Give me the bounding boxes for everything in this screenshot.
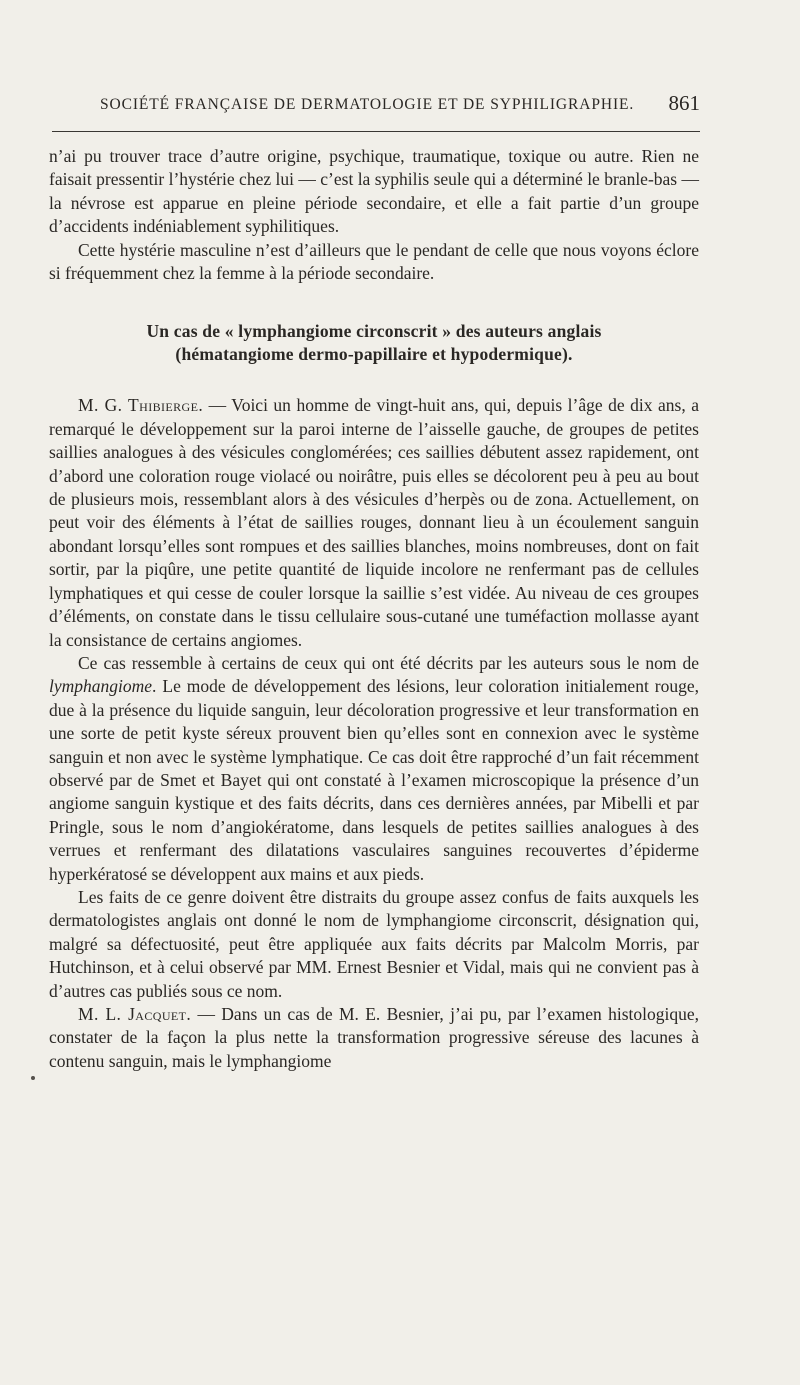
paragraph-lymphangiome [49, 652, 699, 886]
p4-text-before: Ce cas ressemble à certains de ceux qui ont été décrits par les auteurs sous le nom de [78, 652, 699, 673]
paragraph-hysteria: Cette hystérie masculine n’est d’ailleurs que le pendant de celle que nous voyons éclore si fréquemment chez la femme à la période secondaire. [49, 239, 699, 284]
header-rule [52, 131, 700, 132]
paragraph-thibierge [49, 394, 699, 651]
speaker-jacquet: M. L. Jacquet. [78, 1004, 192, 1024]
thibierge-text: — Voici un homme de vingt-huit ans, qui, depuis l’âge de dix ans, a remarqué le développement sur la paroi interne de l’aisselle gauche, de groupes de petites saillies analogues à des vésicules conglomérées; ces saillies débutent assez rapidement, ont d’abord une coloration rouge violacé ou noirâtre, puis elles se décolorent peu à peu au bout de plusieurs mois, ressemblant alors à des vésicules d’herpès ou de zona. Actuellement, on peut voir des éléments à l’état de saillies rouges, donnant lieu à un écoulement sanguin abondant lorsqu’elles sont rompues et des saillies blanches, moins nombreuses, dont on fait sortir, par la piqûre, une petite quantité de liquide incolore ne renfermant pas de cellules lymphatiques et qui cesse de couler lorsque la saillie s’est vidée. Au niveau de ces groupes d’éléments, on constate dans le tissu cellulaire sous-cutané une tuméfaction mollasse ayant la consistance de certains angiomes. [49, 395, 700, 650]
page-number: 861 [668, 91, 700, 115]
jacquet-text: — Dans un cas de M. E. Besnier, j’ai pu, par l’examen histologique, constater de la façon la plus nette la transformation progressive séreuse des lacunes à contenu sanguin, mais le lymphangiome [49, 1004, 699, 1071]
p4-text-after: . Le mode de développement des lésions, leur coloration initialement rouge, due à la présence du liquide sanguin, leur décoloration progressive et leur transformation en une sorte de petit kyste séreux prouvent bien qu’elles sont en connexion avec le système sanguin et non avec le système lymphatique. Ce cas doit être rapproché d’un fait récemment observé par de Smet et Bayet qui ont constaté à l’examen microscopique la présence d’un angiome sanguin kystique et des faits décrits, dans ces dernières années, par Mibelli et par Pringle, sous le nom d’angiokératome, dans lesquels de petites saillies analogues à des verrues et renfermant des dilatations vasculaires sanguines recouvertes d’épiderme hyperkératosé se développent aux mains et aux pieds. [49, 676, 699, 884]
paragraph-continuation: n’ai pu trouver trace d’autre origine, psychique, traumatique, toxique ou autre. Rien ne faisait pressentir l’hystérie chez lui — c’est la syphilis seule qui a déterminé le branle-bas — la névrose est apparue en pleine période secondaire, et elle a fait partie d’un groupe d’accidents indéniablement syphilitiques. [49, 146, 699, 237]
running-head [54, 91, 700, 120]
section-title-line-1: Un cas de « lymphangiome circonscrit » des auteurs anglais [146, 321, 602, 342]
paragraph-faits: Les faits de ce genre doivent être distraits du groupe assez confus de faits auxquels les dermatologistes anglais ont donné le nom de lymphangiome circonscrit, désignation qui, malgré sa défectuosité, peut être appliquée aux faits décrits par Malcolm Morris, par Hutchinson, et à celui observé par MM. Ernest Besnier et Vidal, mais qui ne convient pas à d’autres cas publiés sous ce nom. [49, 886, 699, 1001]
running-title: SOCIÉTÉ FRANÇAISE DE DERMATOLOGIE ET DE SYPHILIGRAPHIE. [100, 96, 635, 113]
body-text [49, 145, 699, 1073]
p4-italic-term: lymphangiome [49, 676, 153, 697]
paragraph-jacquet [49, 1003, 699, 1073]
section-title [49, 320, 699, 366]
speaker-thibierge: M. G. Thibierge. [78, 395, 204, 416]
section-title-line-2: (hématangiome dermo-papillaire et hypodermique). [175, 344, 573, 365]
margin-mark [31, 1076, 35, 1080]
